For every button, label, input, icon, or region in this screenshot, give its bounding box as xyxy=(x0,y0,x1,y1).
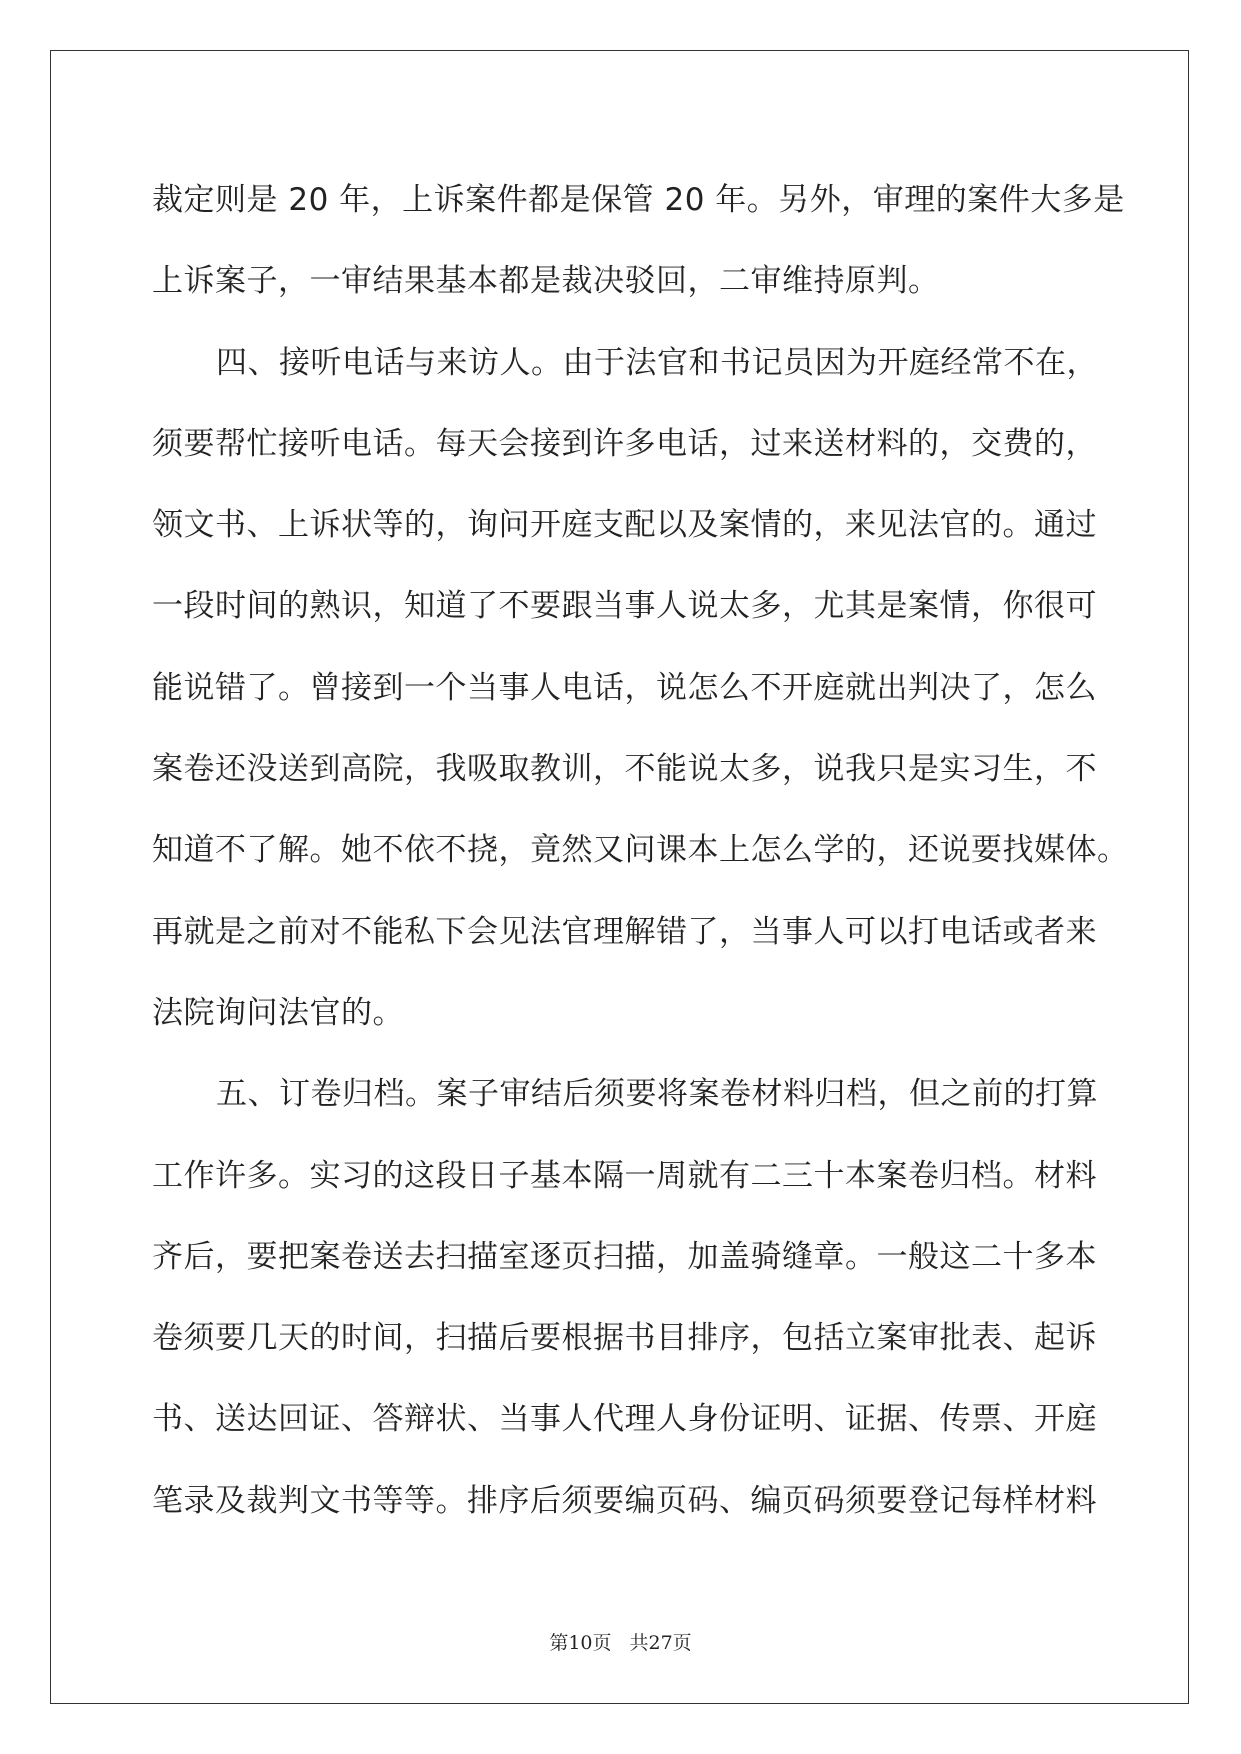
page-footer xyxy=(0,1628,1241,1655)
text-line: 四、接听电话与来访人。由于法官和书记员因为开庭经常不在， xyxy=(216,344,1098,381)
text-line: 齐后，要把案卷送去扫描室逐页扫描，加盖骑缝章。一般这二十多本 xyxy=(152,1238,1097,1275)
text-line: 领文书、上诉状等的，询问开庭支配以及案情的，来见法官的。通过 xyxy=(152,507,1097,544)
text-line: 法院询问法官的。 xyxy=(152,994,404,1031)
text-line: 书、送达回证、答辩状、当事人代理人身份证明、证据、传票、开庭 xyxy=(152,1401,1097,1438)
document-body xyxy=(152,160,1129,1542)
text-line: 一段时间的熟识，知道了不要跟当事人说太多，尤其是案情，你很可 xyxy=(152,588,1097,625)
text-line: 上诉案子，一审结果基本都是裁决驳回，二审维持原判。 xyxy=(152,263,940,300)
text-line: 工作许多。实习的这段日子基本隔一周就有二三十本案卷归档。材料 xyxy=(152,1157,1097,1194)
text-line: 笔录及裁判文书等等。排序后须要编页码、编页码须要登记每样材料 xyxy=(152,1482,1097,1519)
text-line: 再就是之前对不能私下会见法官理解错了，当事人可以打电话或者来 xyxy=(152,913,1097,950)
text-line: 能说错了。曾接到一个当事人电话，说怎么不开庭就出判决了，怎么 xyxy=(152,669,1097,706)
text-line: 五、订卷归档。案子审结后须要将案卷材料归档，但之前的打算 xyxy=(216,1076,1098,1113)
page-number: 第10页 xyxy=(549,1632,612,1654)
text-line: 裁定则是 20 年，上诉案件都是保管 20 年。另外，审理的案件大多是 xyxy=(152,182,1125,218)
text-line: 卷须要几天的时间，扫描后要根据书目排序，包括立案审批表、起诉 xyxy=(152,1320,1097,1357)
text-line: 案卷还没送到高院，我吸取教训，不能说太多，说我只是实习生，不 xyxy=(152,751,1097,788)
page-total: 共27页 xyxy=(629,1632,692,1654)
text-line: 知道不了解。她不依不挠，竟然又问课本上怎么学的，还说要找媒体。 xyxy=(152,832,1129,869)
text-line: 须要帮忙接听电话。每天会接到许多电话，过来送材料的，交费的， xyxy=(152,425,1097,462)
